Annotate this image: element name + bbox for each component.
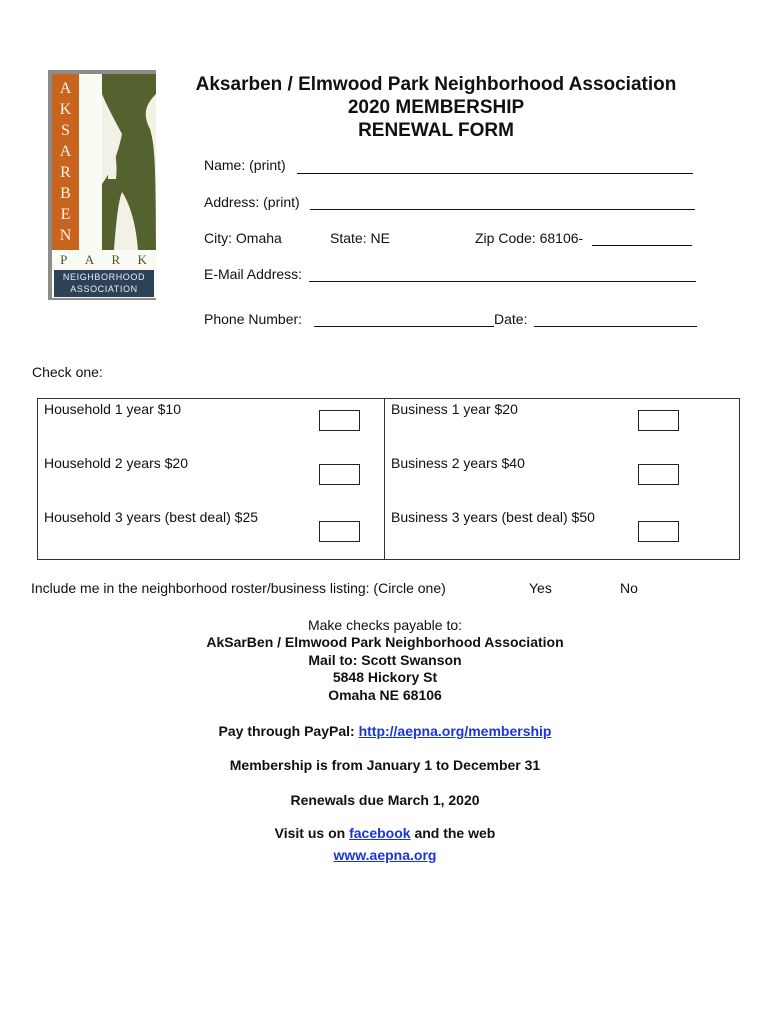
paypal-line [0, 723, 770, 739]
checkbox-household-3-years[interactable] [319, 521, 360, 542]
checkbox-business-3-years[interactable] [638, 521, 679, 542]
form-title [160, 73, 712, 142]
logo-letter: B [60, 185, 71, 202]
logo-letter: E [60, 206, 71, 223]
logo-association-banner [54, 270, 154, 297]
logo-letter: K [137, 252, 148, 267]
date-field[interactable] [534, 326, 697, 327]
table-divider [384, 399, 385, 559]
roster-yes-option[interactable]: Yes [529, 580, 552, 596]
logo-letter: A [84, 252, 96, 267]
renewals-due: Renewals due March 1, 2020 [290, 792, 480, 808]
title-line-form: RENEWAL FORM [358, 120, 514, 141]
checkbox-household-1-year[interactable] [319, 410, 360, 431]
website-link[interactable]: www.aepna.org [333, 847, 437, 863]
checks-payable-label: Make checks payable to: [307, 617, 463, 633]
title-line-year: 2020 MEMBERSHIP [347, 97, 525, 118]
logo-banner-line: NEIGHBORHOOD [62, 272, 146, 282]
zip-label: Zip Code: 68106- [475, 230, 584, 246]
association-logo [52, 74, 156, 298]
logo-letter: R [60, 164, 71, 181]
logo-letter: P [60, 252, 69, 267]
website-line [0, 847, 770, 863]
option-household-2-years: Household 2 years $20 [44, 455, 188, 471]
name-field[interactable] [297, 173, 693, 174]
logo-banner-line: ASSOCIATION [70, 284, 138, 294]
logo-letter: K [59, 101, 72, 118]
facebook-link[interactable]: facebook [349, 825, 411, 841]
membership-period: Membership is from January 1 to December 31 [229, 757, 541, 773]
checkbox-business-1-year[interactable] [638, 410, 679, 431]
mail-to-name: Mail to: Scott Swanson [308, 652, 462, 668]
roster-no-option[interactable]: No [620, 580, 638, 596]
phone-label: Phone Number: [204, 311, 303, 327]
mail-street: 5848 Hickory St [332, 669, 438, 685]
paypal-link[interactable]: http://aepna.org/membership [358, 723, 552, 739]
zip-field[interactable] [592, 245, 692, 246]
name-label: Name: (print) [204, 157, 286, 173]
date-label: Date: [494, 311, 528, 327]
paypal-label: Pay through PayPal: [218, 723, 355, 739]
option-business-2-years: Business 2 years $40 [391, 455, 525, 471]
address-label: Address: (print) [204, 194, 300, 210]
logo-letter: N [59, 227, 72, 244]
option-household-3-years: Household 3 years (best deal) $25 [44, 509, 259, 525]
visit-us-line [0, 825, 770, 841]
title-line-organization: Aksarben / Elmwood Park Neighborhood Association [195, 74, 677, 95]
logo-orange-column [52, 74, 79, 250]
checkbox-household-2-years[interactable] [319, 464, 360, 485]
email-label: E-Mail Address: [204, 266, 303, 282]
logo-letter: S [61, 122, 70, 139]
tree-silhouette-icon [102, 74, 156, 250]
visit-suffix: and the web [414, 825, 496, 841]
payee-organization: AkSarBen / Elmwood Park Neighborhood Association [206, 634, 564, 650]
membership-options-table [37, 398, 740, 560]
address-field[interactable] [310, 209, 695, 210]
roster-question: Include me in the neighborhood roster/business listing: (Circle one) [31, 580, 446, 596]
option-household-1-year: Household 1 year $10 [44, 401, 181, 417]
mail-city: Omaha NE 68106 [328, 687, 442, 703]
logo-letter: A [59, 80, 72, 97]
check-one-label: Check one: [32, 364, 103, 380]
email-field[interactable] [309, 281, 696, 282]
state-label: State: NE [330, 230, 390, 246]
checkbox-business-2-years[interactable] [638, 464, 679, 485]
visit-prefix: Visit us on [274, 825, 346, 841]
option-business-3-years: Business 3 years (best deal) $50 [391, 509, 595, 525]
phone-field[interactable] [314, 326, 494, 327]
option-business-1-year: Business 1 year $20 [391, 401, 518, 417]
logo-letter: R [111, 252, 122, 267]
logo-park-word [52, 250, 156, 270]
logo-letter: A [59, 143, 72, 160]
city-label: City: Omaha [204, 230, 282, 246]
